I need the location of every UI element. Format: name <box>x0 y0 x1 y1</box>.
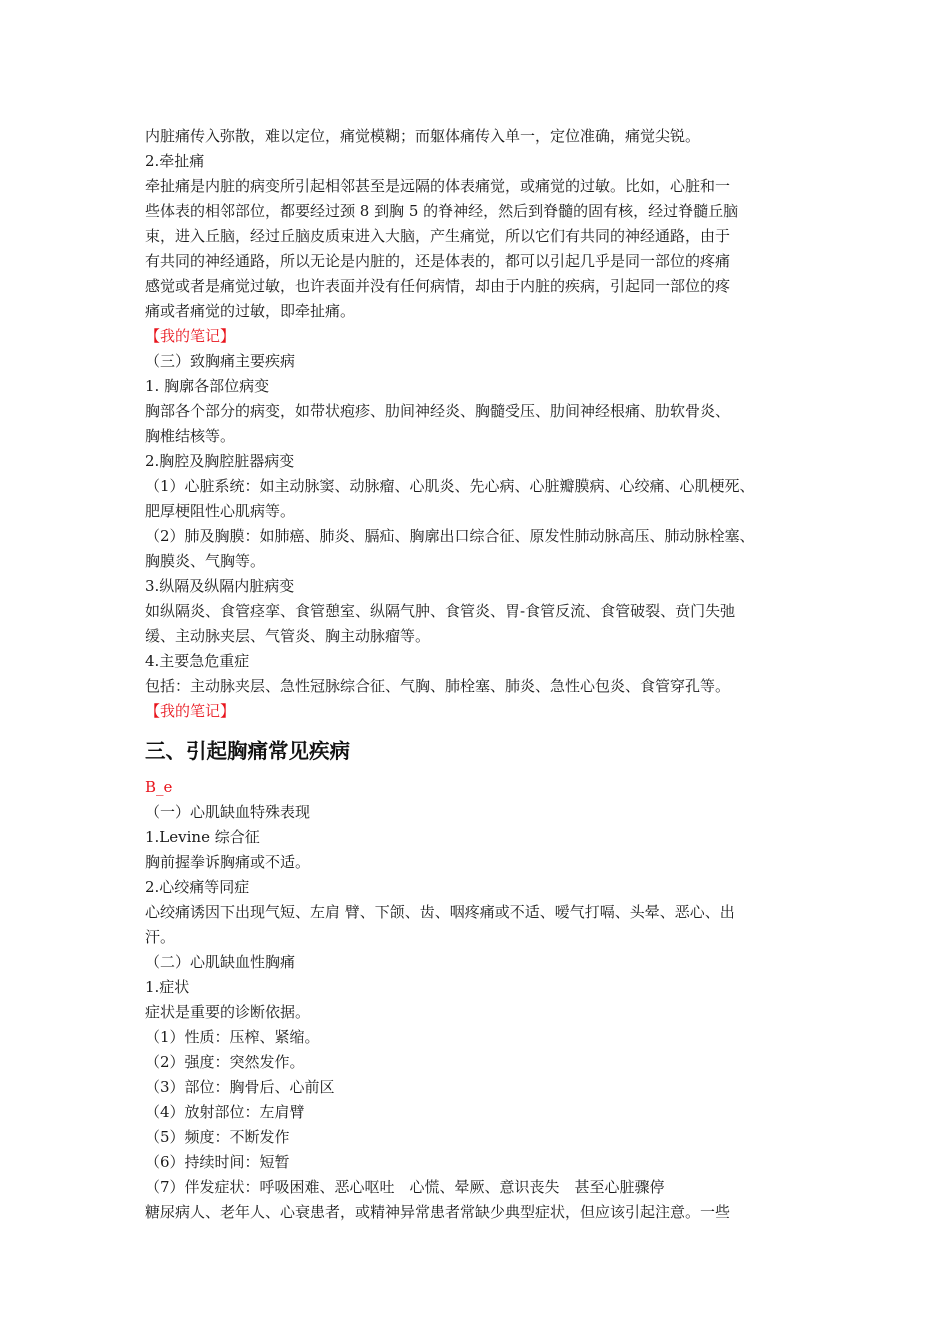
subsection-title: （三）致胸痛主要疾病 <box>145 352 296 370</box>
text-line: 痛或者痛觉的过敏，即牵扯痛。 <box>145 302 356 320</box>
list-item: （3）部位：胸骨后、心前区 <box>145 1078 335 1096</box>
text-line: 缓、主动脉夹层、气管炎、胸主动脉瘤等。 <box>145 627 431 645</box>
document-page <box>145 124 825 1225</box>
text-line: 内脏痛传入弥散，难以定位，痛觉模糊；而躯体痛传入单一，定位准确，痛觉尖锐。 <box>145 127 701 145</box>
text-line: 症状是重要的诊断依据。 <box>145 1003 311 1021</box>
list-item: （4）放射部位：左肩臂 <box>145 1103 305 1121</box>
list-item: （2）强度：突然发作。 <box>145 1053 305 1071</box>
subsection-title: 2.牵扯痛 <box>145 152 205 170</box>
red-label: B_e <box>145 778 173 796</box>
text-line: 束，进入丘脑，经过丘脑皮质束进入大脑，产生痛觉，所以它们有共同的神经通路，由于 <box>145 227 731 245</box>
subsection-title: 1. 胸廓各部位病变 <box>145 377 270 395</box>
list-item: （2）肺及胸膜：如肺癌、肺炎、膈疝、胸廓出口综合征、原发性肺动脉高压、肺动脉栓塞、 <box>145 527 755 545</box>
text-line: 肥厚梗阻性心肌病等。 <box>145 502 296 520</box>
list-item: （1）性质：压榨、紧缩。 <box>145 1028 320 1046</box>
my-notes-link[interactable]: 【我的笔记】 <box>145 327 236 345</box>
text-line: 如纵隔炎、食管痉挛、食管憩室、纵隔气肿、食管炎、胃-食管反流、食管破裂、贲门失弛 <box>145 602 736 620</box>
text-line: 糖尿病人、老年人、心衰患者，或精神异常患者常缺少典型症状，但应该引起注意。一些 <box>145 1203 731 1221</box>
text-line: 胸膜炎、气胸等。 <box>145 552 266 570</box>
text-line: 心绞痛诱因下出现气短、左肩 臂、下颌、齿、咽疼痛或不适、嗳气打嗝、头晕、恶心、出 <box>145 903 735 921</box>
text-line: 胸部各个部分的病变，如带状疱疹、肋间神经炎、胸髓受压、肋间神经根痛、肋软骨炎、 <box>145 402 731 420</box>
subsection-title: 3.纵隔及纵隔内脏病变 <box>145 577 295 595</box>
section-heading: 三、引起胸痛常见疾病 <box>145 739 350 763</box>
text-line: 胸前握拳诉胸痛或不适。 <box>145 853 311 871</box>
subsection-title: 1.症状 <box>145 978 190 996</box>
list-item: （5）频度：不断发作 <box>145 1128 290 1146</box>
subsection-title: 1.Levine 综合征 <box>145 828 260 846</box>
text-line: 汗。 <box>145 928 176 946</box>
text-line: 感觉或者是痛觉过敏，也许表面并没有任何病情，却由于内脏的疾病，引起同一部位的疼 <box>145 277 731 295</box>
subsection-title: 4.主要急危重症 <box>145 652 250 670</box>
subsection-title: （二）心肌缺血性胸痛 <box>145 953 296 971</box>
text-line: 些体表的相邻部位，都要经过颈 8 到胸 5 的脊神经，然后到脊髓的固有核，经过脊髓丘脑 <box>145 202 739 220</box>
text-line: 包括：主动脉夹层、急性冠脉综合征、气胸、肺栓塞、肺炎、急性心包炎、食管穿孔等。 <box>145 677 731 695</box>
text-line: 牵扯痛是内脏的病变所引起相邻甚至是远隔的体表痛觉，或痛觉的过敏。比如，心脏和一 <box>145 177 731 195</box>
subsection-title: （一）心肌缺血特殊表现 <box>145 803 311 821</box>
list-item: （6）持续时间：短暂 <box>145 1153 290 1171</box>
text-line: 胸椎结核等。 <box>145 427 236 445</box>
my-notes-link[interactable]: 【我的笔记】 <box>145 702 236 720</box>
list-item: （1）心脏系统：如主动脉窦、动脉瘤、心肌炎、先心病、心脏瓣膜病、心绞痛、心肌梗死、 <box>145 477 755 495</box>
subsection-title: 2.胸腔及胸腔脏器病变 <box>145 452 295 470</box>
text-line: 有共同的神经通路，所以无论是内脏的，还是体表的，都可以引起几乎是同一部位的疼痛 <box>145 252 731 270</box>
list-item: （7）伴发症状：呼吸困难、恶心呕吐 心慌、晕厥、意识丧失 甚至心脏骤停 <box>145 1178 665 1196</box>
subsection-title: 2.心绞痛等同症 <box>145 878 250 896</box>
